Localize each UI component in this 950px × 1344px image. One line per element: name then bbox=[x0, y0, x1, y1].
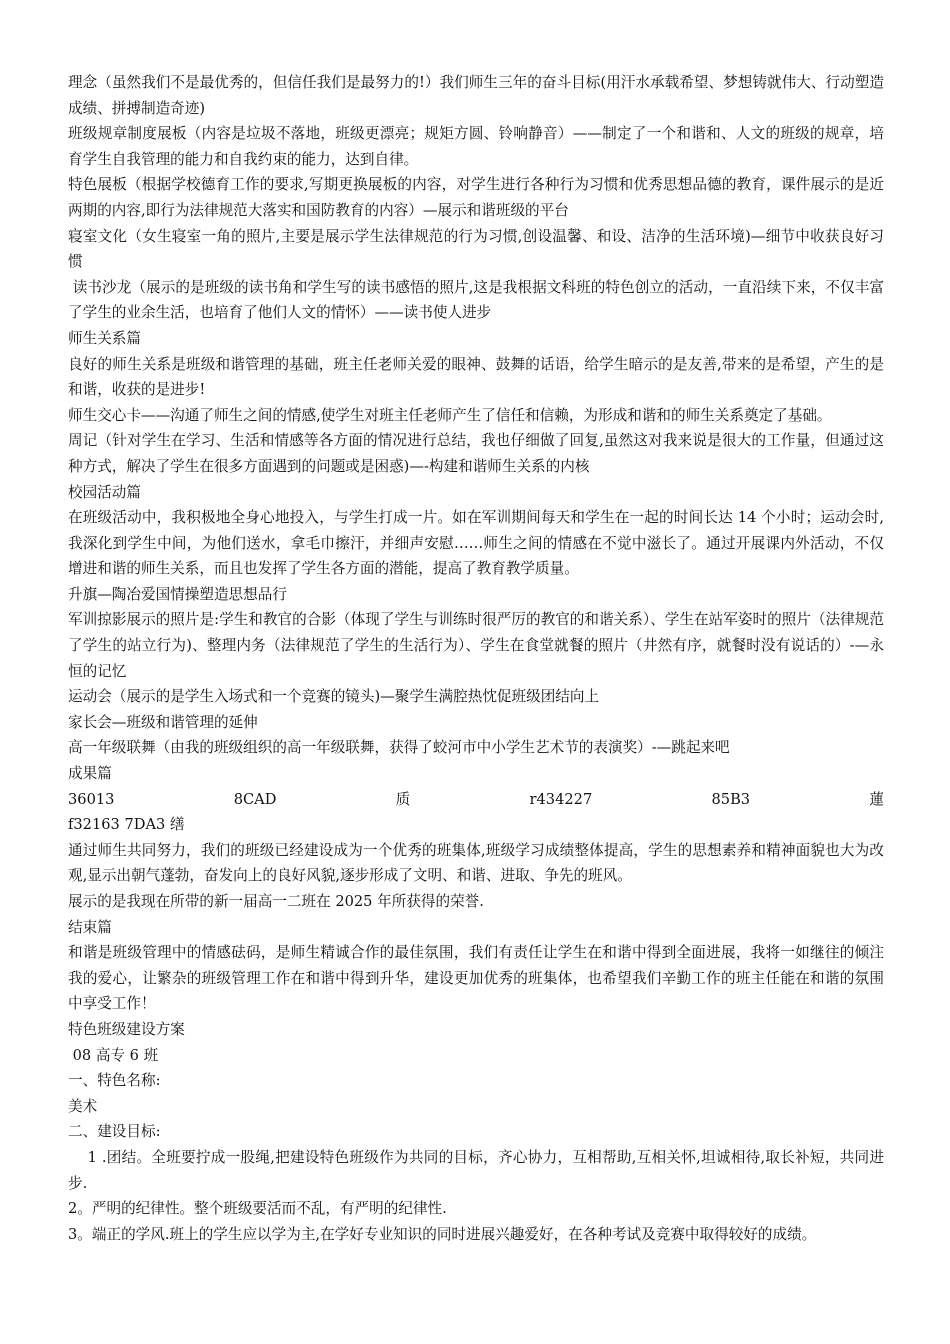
code-token: 质 bbox=[395, 790, 411, 808]
section-heading: 成果篇 bbox=[68, 765, 112, 783]
code-line bbox=[68, 787, 884, 813]
paragraph: 班级规章制度展板（内容是垃圾不落地，班级更漂亮；规矩方圆、铃响静音）——制定了一个和谐和、人文的班级的规章，培育学生自我管理的能力和自我约束的能力，达到自律。 bbox=[68, 125, 884, 168]
paragraph: 在班级活动中，我积极地全身心地投入，与学生打成一片。如在军训期间每天和学生在一起的时间长达 14 个小时；运动会时,我深化到学生中间，为他们送水，拿毛巾擦汗，并细声安慰……师生之间的情感在不觉中滋长了。通过开展课内外活动，不仅增进和谐的师生关系，而且也发挥了学生各方面的潜能，提高了教育教学质量。 bbox=[68, 509, 884, 578]
paragraph: 读书沙龙（展示的是班级的读书角和学生写的读书感悟的照片,这是我根据文科班的特色创立的活动，一直沿续下来，不仅丰富了学生的业余生活，也培育了他们人文的情怀）——读书使人进步 bbox=[68, 278, 884, 322]
paragraph: 特色展板（根据学校德育工作的要求,写期更换展板的内容，对学生进行各种行为习惯和优秀思想品德的教育，课件展示的是近两期的内容,即行为法律规范大落实和国防教育的内容）—展示和谐班级的平台 bbox=[68, 176, 884, 219]
code-token: 蓮 bbox=[869, 790, 884, 808]
list-item: 3。端正的学风.班上的学生应以学为主,在学好专业知识的同时进展兴趣爱好，在各种考试及竞赛中取得较好的成绩。 bbox=[68, 1225, 817, 1243]
section-heading: 一、特色名称: bbox=[68, 1072, 161, 1090]
paragraph: 美术 bbox=[68, 1097, 98, 1115]
list-item: 2。严明的纪律性。整个班级要活而不乱，有严明的纪律性. bbox=[68, 1200, 447, 1218]
paragraph: 军训掠影展示的照片是:学生和教官的合影（体现了学生与训练时很严厉的教官的和谐关系）、学生在站军姿时的照片（法律规范了学生的站立行为)、整理内务（法律规范了学生的生活行为）、学生在食堂就餐的照片（井然有序，就餐时没有说话的）-—永恒的记忆 bbox=[68, 611, 884, 680]
paragraph: 师生交心卡——沟通了师生之间的情感,使学生对班主任老师产生了信任和信赖，为形成和谐和的师生关系奠定了基础。 bbox=[68, 406, 832, 424]
document-page bbox=[68, 70, 884, 1247]
paragraph: 良好的师生关系是班级和谐管理的基础，班主任老师关爱的眼神、鼓舞的话语，给学生暗示的是友善,带来的是希望，产生的是和谐，收获的是进步! bbox=[68, 355, 884, 399]
paragraph: 升旗—陶冶爱国情操塑造思想品行 bbox=[68, 585, 287, 603]
section-heading: 师生关系篇 bbox=[68, 329, 141, 347]
section-heading: 二、建设目标: bbox=[68, 1123, 161, 1141]
paragraph: 运动会（展示的是学生入场式和一个竞赛的镜头)—聚学生满腔热忱促班级团结向上 bbox=[68, 688, 600, 706]
class-name: 08 高专 6 班 bbox=[68, 1046, 159, 1064]
paragraph: 高一年级联舞（由我的班级组织的高一年级联舞，获得了蛟河市中小学生艺术节的表演奖）-—跳起来吧 bbox=[68, 739, 730, 757]
code-token: 85B3 bbox=[711, 790, 751, 808]
code-token: 8CAD bbox=[233, 790, 277, 808]
doc-title: 特色班级建设方案 bbox=[68, 1020, 185, 1038]
paragraph: 家长会—班级和谐管理的延伸 bbox=[68, 713, 258, 731]
list-item: 1 .团结。全班要拧成一股绳,把建设特色班级作为共同的目标，齐心协力，互相帮助,互相关怀,坦诚相待,取长补短，共同进步. bbox=[68, 1148, 884, 1192]
paragraph: 和谐是班级管理中的情感砝码，是师生精诚合作的最佳氛围，我们有责任让学生在和谐中得到全面进展，我将一如继往的倾注我的爱心，让繁杂的班级管理工作在和谐中得到升华，建设更加优秀的班集体，也希望我们辛勤工作的班主任能在和谐的氛围中享受工作！ bbox=[68, 944, 884, 1013]
paragraph: 理念（虽然我们不是最优秀的，但信任我们是最努力的!）我们师生三年的奋斗目标(用汗水承载希望、梦想铸就伟大、行动塑造成绩、拼搏制造奇迹) bbox=[68, 74, 884, 117]
paragraph: 通过师生共同努力，我们的班级已经建设成为一个优秀的班集体,班级学习成绩整体提高，学生的思想素养和精神面貌也大为改观,显示出朝气蓬勃，奋发向上的良好风貌,逐步形成了文明、和谐、进取、争先的班风。 bbox=[68, 841, 884, 885]
paragraph: 周记（针对学生在学习、生活和情感等各方面的情况进行总结，我也仔细做了回复,虽然这对我来说是很大的工作量，但通过这种方式，解决了学生在很多方面遇到的问题或是困惑)—-构建和谐师生关系的内核 bbox=[68, 432, 884, 475]
code-token: 36013 bbox=[68, 790, 115, 808]
section-heading: 校园活动篇 bbox=[68, 483, 141, 501]
paragraph: 寝室文化（女生寝室一角的照片,主要是展示学生法律规范的行为习惯,创设温馨、和设、洁净的生活环境)—细节中收获良好习惯 bbox=[68, 227, 884, 271]
paragraph: 展示的是我现在所带的新一届高一二班在 2025 年所获得的荣誉. bbox=[68, 893, 484, 910]
code-line-2: f32163 7DA3 缮 bbox=[68, 816, 185, 834]
code-token: r434227 bbox=[529, 790, 593, 808]
section-heading: 结束篇 bbox=[68, 918, 112, 936]
